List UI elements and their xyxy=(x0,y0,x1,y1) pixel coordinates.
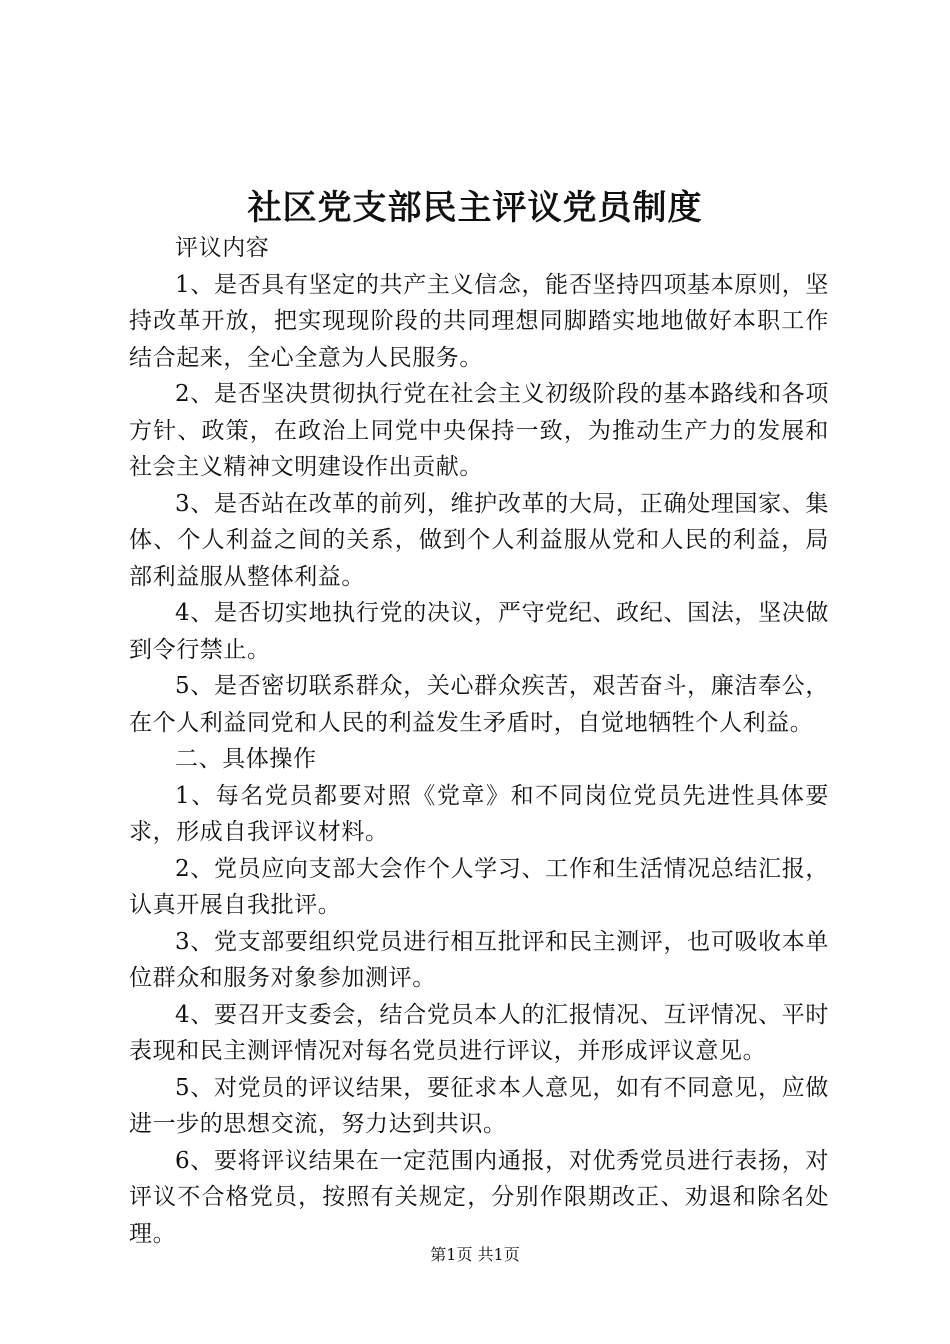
paragraph-operation-4: 4、要召开支委会，结合党员本人的汇报情况、互评情况、平时表现和民主测评情况对每名党员进行评议，并形成评议意见。 xyxy=(129,1001,829,1064)
page-footer: 第1页 共1页 xyxy=(430,1245,520,1264)
paragraph-item-5: 5、是否密切联系群众，关心群众疾苦，艰苦奋斗，廉洁奉公，在个人利益同党和人民的利益发生矛盾时，自觉地牺牲个人利益。 xyxy=(129,673,829,736)
paragraph-item-1: 1、是否具有坚定的共产主义信念，能否坚持四项基本原则，坚持改革开放，把实现现阶段的共同理想同脚踏实地地做好本职工作结合起来，全心全意为人民服务。 xyxy=(129,271,829,371)
section-heading-content: 评议内容 xyxy=(175,235,270,261)
paragraph-operation-2: 2、党员应向支部大会作个人学习、工作和生活情况总结汇报，认真开展自我批评。 xyxy=(129,855,829,918)
paragraph-operation-1: 1、每名党员都要对照《党章》和不同岗位党员先进性具体要求，形成自我评议材料。 xyxy=(129,782,829,845)
paragraph-operation-6: 6、要将评议结果在一定范围内通报，对优秀党员进行表扬，对评议不合格党员，按照有关规定，分别作限期改正、劝退和除名处理。 xyxy=(129,1147,829,1247)
paragraph-operation-3: 3、党支部要组织党员进行相互批评和民主测评，也可吸收本单位群众和服务对象参加测评。 xyxy=(129,928,829,991)
document-title: 社区党支部民主评议党员制度 xyxy=(247,188,703,228)
paragraph-item-2: 2、是否坚决贯彻执行党在社会主义初级阶段的基本路线和各项方针、政策，在政治上同党中央保持一致，为推动生产力的发展和社会主义精神文明建设作出贡献。 xyxy=(129,381,829,480)
document-body xyxy=(129,230,829,1252)
paragraph-item-4: 4、是否切实地执行党的决议，严守党纪、政纪、国法，坚决做到令行禁止。 xyxy=(129,600,829,663)
section-heading-operation: 二、具体操作 xyxy=(175,746,317,772)
paragraph-item-3: 3、是否站在改革的前列，维护改革的大局，正确处理国家、集体、个人利益之间的关系，做到个人利益服从党和人民的利益，局部利益服从整体利益。 xyxy=(129,490,829,590)
paragraph-operation-5: 5、对党员的评议结果，要征求本人意见，如有不同意见，应做进一步的思想交流，努力达到共识。 xyxy=(129,1074,829,1137)
